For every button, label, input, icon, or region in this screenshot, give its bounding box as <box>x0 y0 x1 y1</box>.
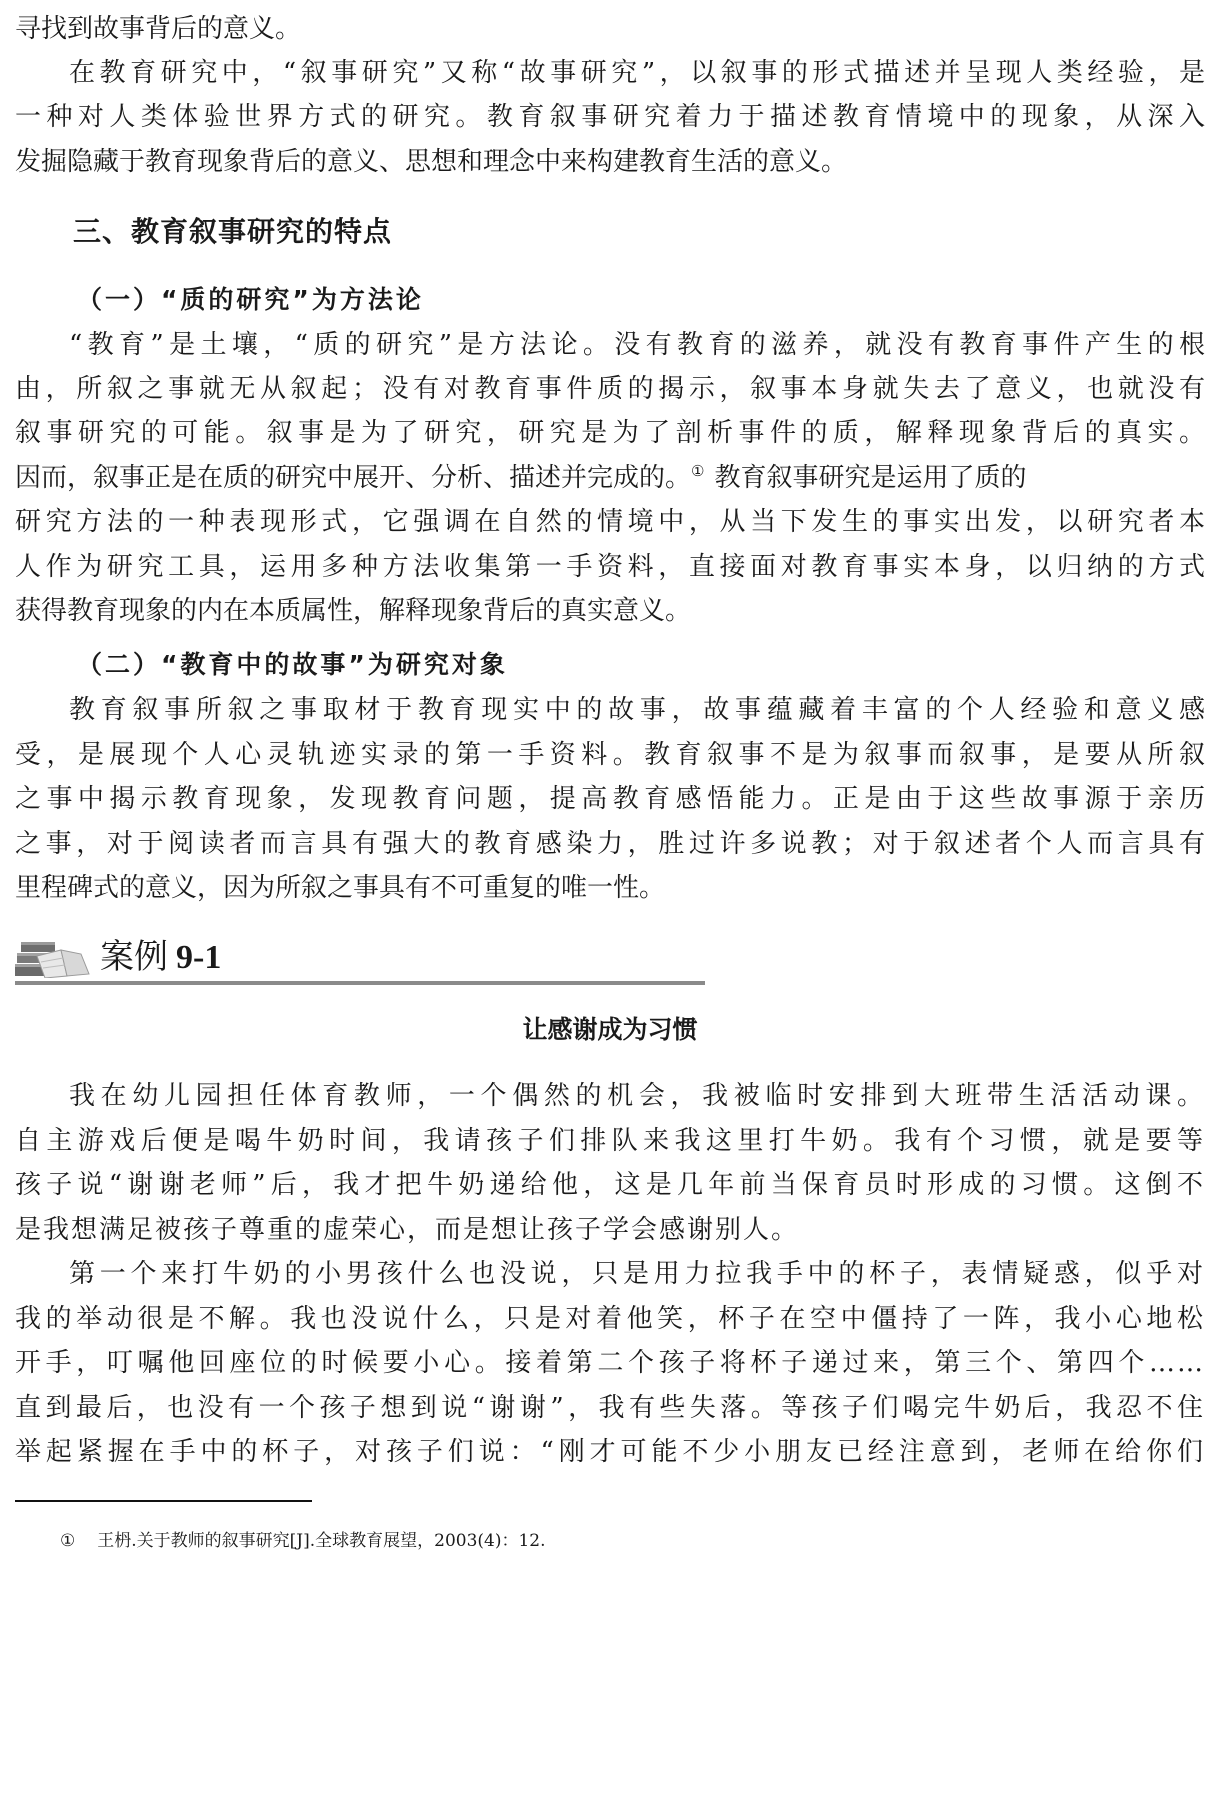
footnote-divider <box>15 1500 312 1502</box>
books-icon <box>15 940 93 978</box>
paragraph-line: 研究方法的一种表现形式，它强调在自然的情境中，从当下发生的事实出发，以研究者本 <box>15 507 1205 537</box>
paragraph-line: 自主游戏后便是喝牛奶时间，我请孩子们排队来我这里打牛奶。我有个习惯，就是要等 <box>15 1126 1205 1156</box>
paragraph-line: 举起紧握在手中的杯子，对孩子们说：“刚才可能不少小朋友已经注意到，老师在给你们 <box>15 1437 1205 1467</box>
footnote-mark: ① <box>60 1531 76 1551</box>
footnote-text: 王枬.关于教师的叙事研究[J].全球教育展望，2003(4)：12. <box>97 1531 546 1551</box>
paragraph-line: 寻找到故事背后的意义。 <box>15 14 302 44</box>
paragraph-line: 直到最后，也没有一个孩子想到说“谢谢”，我有些失落。等孩子们喝完牛奶后，我忍不住 <box>15 1393 1205 1423</box>
paragraph-line: 受，是展现个人心灵轨迹实录的第一手资料。教育叙事不是为叙事而叙事，是要从所叙 <box>15 740 1205 770</box>
case-divider <box>15 981 705 985</box>
paragraph-line: 获得教育现象的内在本质属性，解释现象背后的真实意义。 <box>15 596 692 626</box>
paragraph-line: 由，所叙之事就无从叙起；没有对教育事件质的揭示，叙事本身就失去了意义，也就没有 <box>15 374 1205 404</box>
case-header <box>15 937 705 977</box>
paragraph-line: 我的举动很是不解。我也没说什么，只是对着他笑，杯子在空中僵持了一阵，我小心地松 <box>15 1304 1205 1334</box>
case-label-text: 案例 <box>100 937 168 977</box>
subsection-heading-1: （一）“质的研究”为方法论 <box>77 285 424 314</box>
paragraph-line: 第一个来打牛奶的小男孩什么也没说，只是用力拉我手中的杯子，表情疑惑，似乎对 <box>69 1259 1205 1289</box>
footnote <box>60 1530 546 1552</box>
paragraph-line: 人作为研究工具，运用多种方法收集第一手资料，直接面对教育事实本身，以归纳的方式 <box>15 552 1205 582</box>
paragraph-line: 我在幼儿园担任体育教师，一个偶然的机会，我被临时安排到大班带生活活动课。 <box>69 1081 1205 1111</box>
story-title: 让感谢成为习惯 <box>522 1015 698 1044</box>
case-label <box>100 938 221 977</box>
paragraph-line: 一种对人类体验世界方式的研究。教育叙事研究着力于描述教育情境中的现象，从深入 <box>15 102 1205 132</box>
sentence-text: 因而，叙事正是在质的研究中展开、分析、描述并完成的。 <box>15 463 692 493</box>
paragraph-line: “教育”是土壤，“质的研究”是方法论。没有教育的滋养，就没有教育事件产生的根 <box>69 330 1205 360</box>
paragraph-line: 教育叙事所叙之事取材于教育现实中的故事，故事蕴藏着丰富的个人经验和意义感 <box>69 695 1205 725</box>
paragraph-line: 里程碑式的意义，因为所叙之事具有不可重复的唯一性。 <box>15 873 666 903</box>
paragraph-line: 是我想满足被孩子尊重的虚荣心，而是想让孩子学会感谢别人。 <box>15 1215 800 1245</box>
sentence-text: 教育叙事研究是运用了质的 <box>714 463 1027 493</box>
paragraph-line: 开手，叮嘱他回座位的时候要小心。接着第二个孩子将杯子递过来，第三个、第四个…… <box>15 1348 1205 1378</box>
paragraph-line-with-footnote <box>15 463 1205 493</box>
case-number: 9-1 <box>176 939 222 976</box>
paragraph-line: 在教育研究中，“叙事研究”又称“故事研究”，以叙事的形式描述并呈现人类经验，是 <box>69 58 1205 88</box>
subsection-heading-2: （二）“教育中的故事”为研究对象 <box>77 650 508 679</box>
paragraph-line: 孩子说“谢谢老师”后，我才把牛奶递给他，这是几年前当保育员时形成的习惯。这倒不 <box>15 1170 1205 1200</box>
paragraph-line: 之事，对于阅读者而言具有强大的教育感染力，胜过许多说教；对于叙述者个人而言具有 <box>15 829 1205 859</box>
section-heading: 三、教育叙事研究的特点 <box>73 215 393 248</box>
paragraph-line: 发掘隐藏于教育现象背后的意义、思想和理念中来构建教育生活的意义。 <box>15 147 848 177</box>
paragraph-line: 之事中揭示教育现象，发现教育问题，提高教育感悟能力。正是由于这些故事源于亲历 <box>15 784 1205 814</box>
footnote-reference[interactable]: ① <box>691 462 705 480</box>
paragraph-line: 叙事研究的可能。叙事是为了研究，研究是为了剖析事件的质，解释现象背后的真实。 <box>15 418 1205 448</box>
